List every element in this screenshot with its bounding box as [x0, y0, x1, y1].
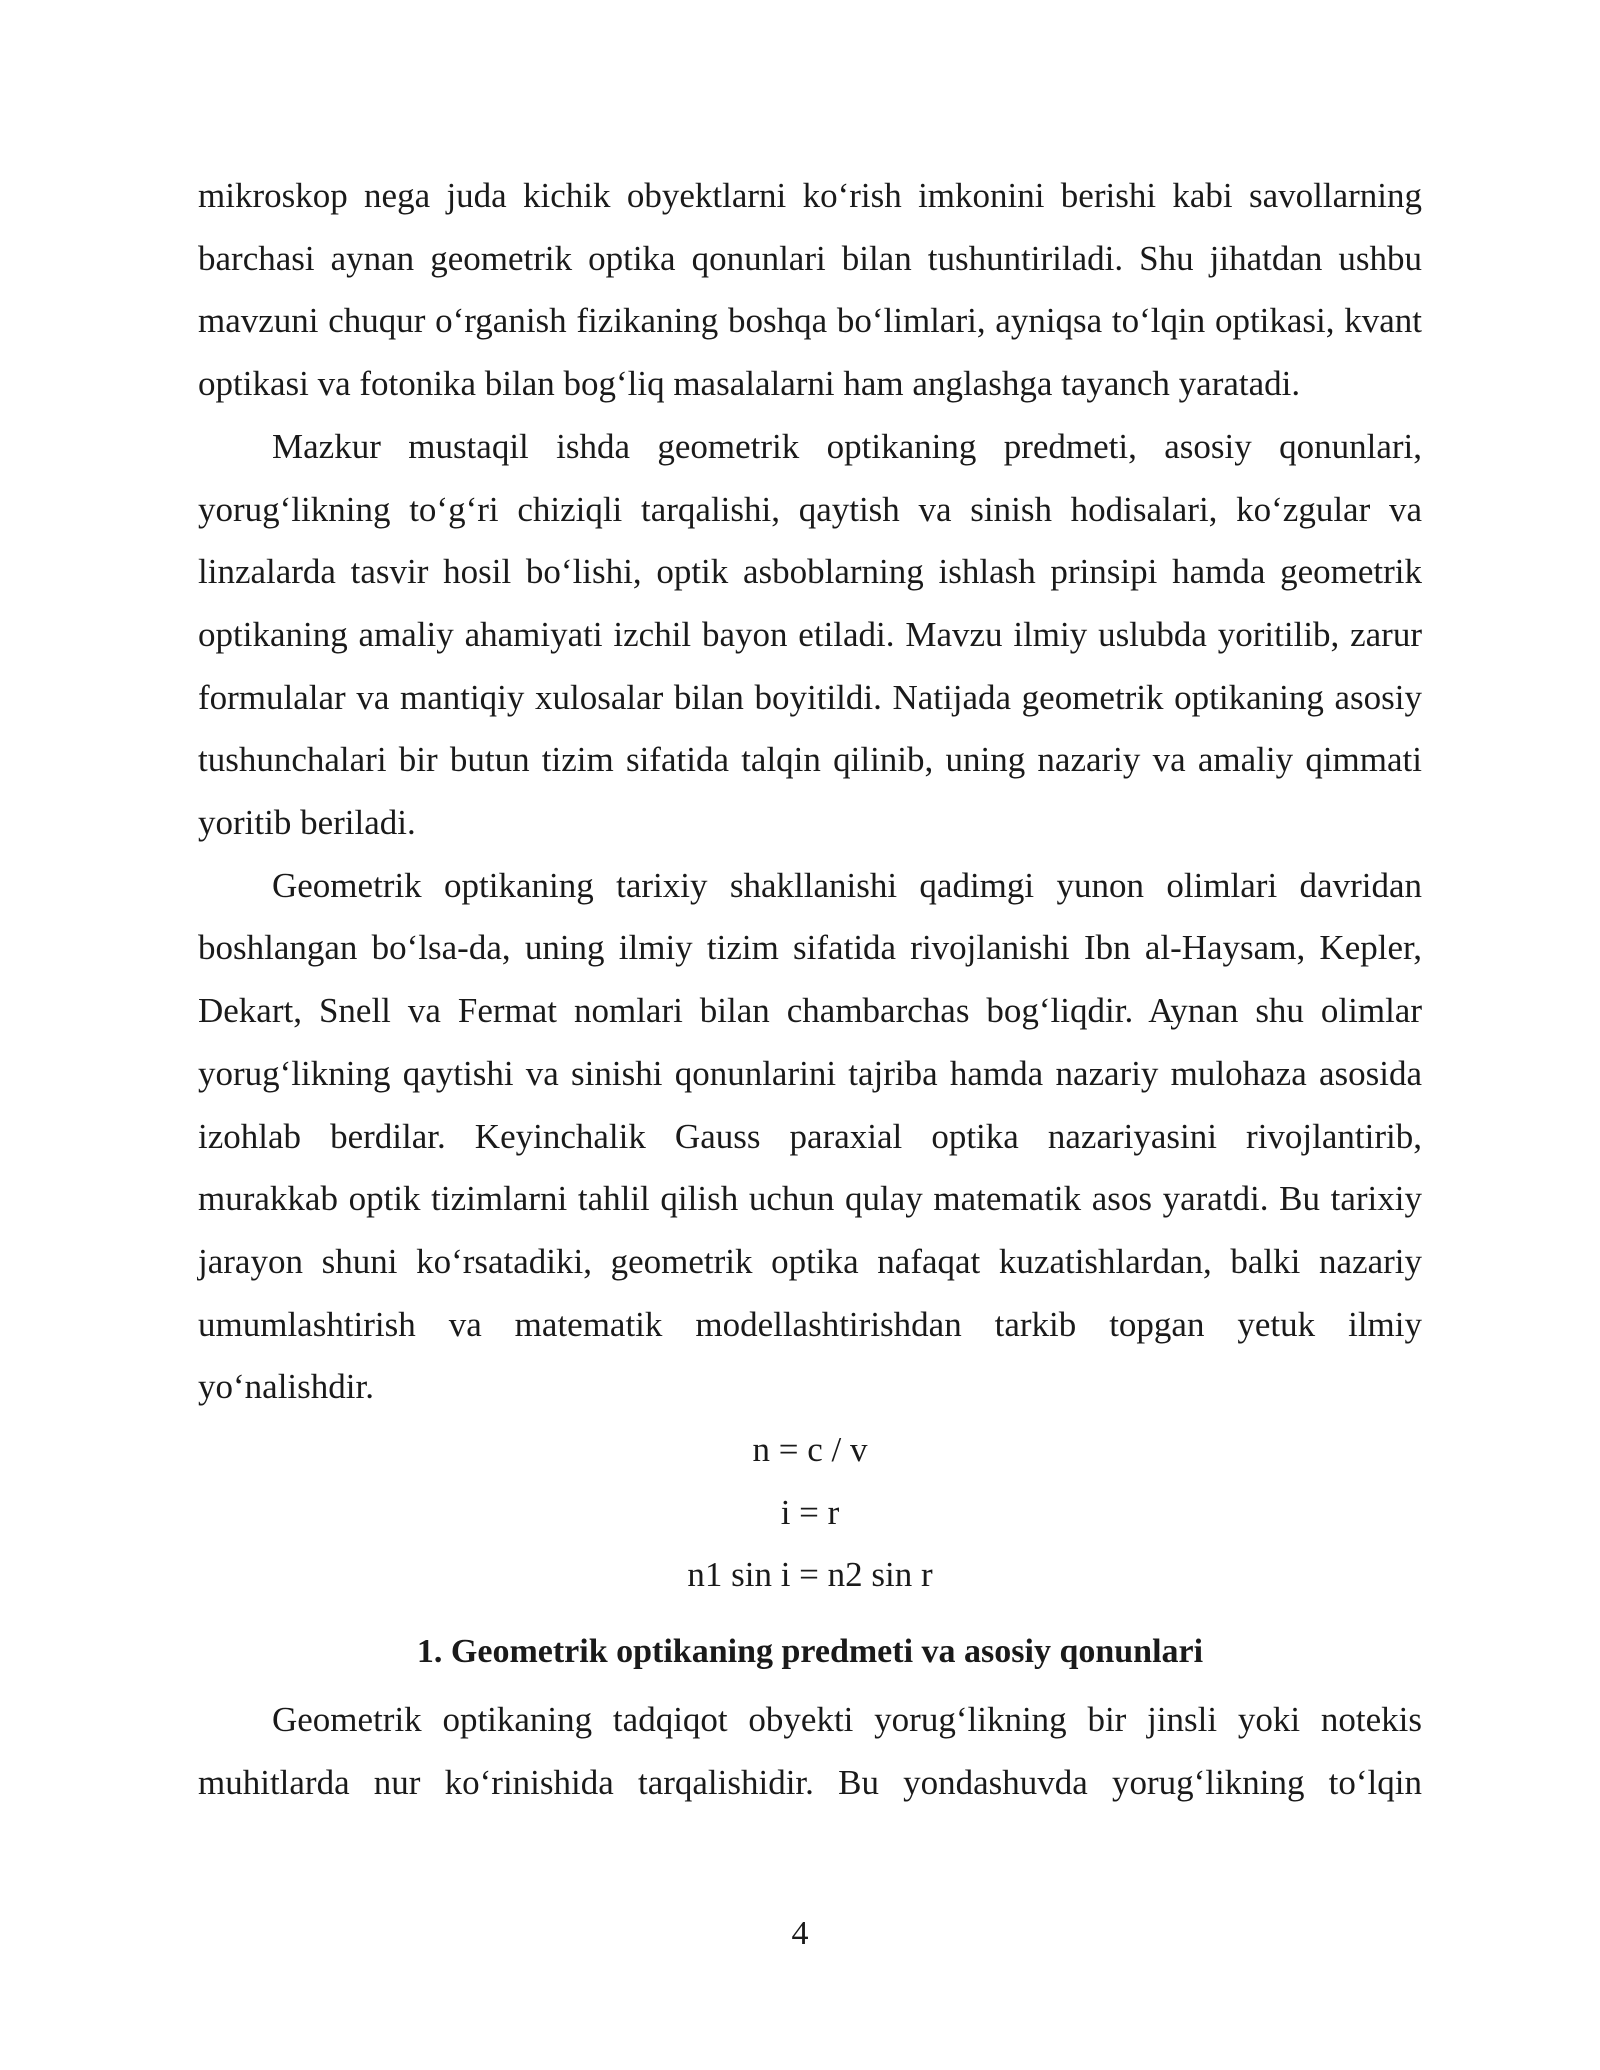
paragraph-scope: Mazkur mustaqil ishda geometrik optikaning predmeti, asosiy qonunlari, yorug‘likning to‘g‘ri chiziqli tarqalishi, qaytish va sinish hodisalari, ko‘zgular va linzalarda tasvir hosil bo‘lishi, optik asboblarning ishlash prinsipi hamda geometrik optikaning amaliy ahamiyati izchil bayon etiladi. Mavzu ilmiy uslubda yoritilib, zarur formulalar va mantiqiy xulosalar bilan boyitildi. Natijada geometrik optikaning asosiy tushunchalari bir butun tizim sifatida talqin qilinib, uning nazariy va amaliy qimmati yoritib beriladi.	[198, 426, 1422, 843]
paragraph-history: Geometrik optikaning tarixiy shakllanishi qadimgi yunon olimlari davridan boshlangan bo‘lsa-da, uning ilmiy tizim sifatida rivojlanishi Ibn al-Haysam, Kepler, Dekart, Snell va Fermat nomlari bilan chambarchas bog‘liqdir. Aynan shu olimlar yorug‘likning qaytishi va sinishi qonunlarini tajriba hamda nazariy mulohaza asosida izohlab berdilar. Keyinchalik Gauss paraxial optika nazariyasini rivojlantirib, murakkab optik tizimlarni tahlil qilish uchun qulay matematik asos yaratdi. Bu tarixiy jarayon shuni ko‘rsatadiki, geometrik optika nafaqat kuzatishlardan, balki nazariy umumlashtirish va matematik modellashtirishdan tarkib topgan yetuk ilmiy yo‘nalishdir.	[198, 865, 1422, 1407]
page-number: 4	[791, 1915, 809, 1952]
formula-reflection-law: i = r	[780, 1492, 840, 1532]
paragraph-continuation: mikroskop nega juda kichik obyektlarni ko‘rish imkonini berishi kabi savollarning barchasi aynan geometrik optika qonunlari bilan tushuntiriladi. Shu jihatdan ushbu mavzuni chuqur o‘rganish fizikaning boshqa bo‘limlari, ayniqsa to‘lqin optikasi, kvant optikasi va fotonika bilan bog‘liq masalalarni ham anglashga tayanch yaratadi.	[198, 176, 1422, 404]
formula-snell-law: n1 sin i = n2 sin r	[687, 1555, 933, 1595]
page-body	[198, 165, 1422, 1815]
formula-refractive-index: n = c / v	[752, 1430, 868, 1470]
formula-block	[198, 1419, 1422, 1607]
paragraph-section-start: Geometrik optikaning tadqiqot obyekti yorug‘likning bir jinsli yoki notekis muhitlarda nur ko‘rinishida tarqalishidir. Bu yondashuvda yorug‘likning to‘lqin	[198, 1700, 1422, 1802]
section-heading: 1. Geometrik optikaning predmeti va asosiy qonunlari	[416, 1633, 1204, 1671]
